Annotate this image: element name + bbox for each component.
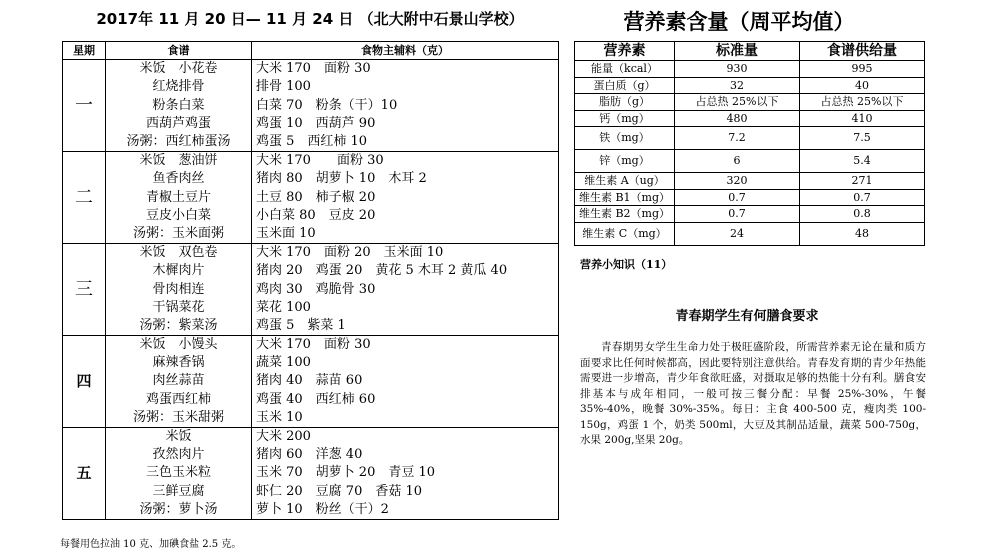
menu-row [63, 78, 559, 96]
ingredients-cell: 小白菜 80 豆皮 20 [252, 207, 559, 225]
article-title: 青春期学生有何膳食要求 [675, 309, 819, 324]
menu-row [63, 225, 559, 244]
dish-cell: 米饭 葱油饼 [106, 151, 252, 170]
dish-cell: 粉条白菜 [106, 96, 252, 114]
nutrition-row [575, 77, 925, 94]
nutrition-row [575, 189, 925, 206]
menu-row [63, 207, 559, 225]
nutrient-name-cell: 铁（mg） [575, 127, 675, 150]
menu-row [63, 335, 559, 354]
dish-cell: 木樨肉片 [106, 262, 252, 280]
ingredients-cell: 土豆 80 柿子椒 20 [252, 188, 559, 206]
ingredients-cell: 大米 200 [252, 427, 559, 446]
supply-value-cell: 0.7 [800, 189, 925, 206]
weekday-cell: 五 [63, 427, 106, 519]
menu-row [63, 96, 559, 114]
dish-cell: 汤粥：玉米甜粥 [106, 409, 252, 428]
ingredients-cell: 鸡蛋 40 西红柿 60 [252, 390, 559, 408]
nutrient-name-cell: 钙（mg） [575, 110, 675, 127]
standard-value-cell: 6 [675, 150, 800, 173]
nutrient-name-cell: 维生素 A（ug） [575, 173, 675, 190]
menu-footnote: 每餐用色拉油 10 克、加碘食盐 2.5 克。 [60, 539, 242, 550]
dish-cell: 三色玉米粒 [106, 464, 252, 482]
dish-cell: 西葫芦鸡蛋 [106, 115, 252, 133]
article-body: 青春期男女学生生命力处于极旺盛阶段，所需营养素无论在量和质方面要求比任何时候都高，因此要特别注意供给。青春发育期的青少年热能需要进一步增高，青少年食欲旺盛，对摄取足够的热能十分有利。膳食安排基本与成年相同，一般可按三餐分配：早餐 25%-30%，午餐 35%-40%，晚餐 30%-35%。每日：主食 400-500 克，瘦肉类 100-150g，鸡蛋 1 个，奶类 500ml，大豆及其制品适量，蔬菜 500-750g，水果 200g,坚果 20g。 [580, 341, 926, 446]
header-supply: 食谱供给量 [800, 42, 925, 61]
nutrition-row [575, 61, 925, 78]
dish-cell: 米饭 双色卷 [106, 243, 252, 262]
ingredients-cell: 猪肉 80 胡萝卜 10 木耳 2 [252, 170, 559, 188]
dish-cell: 汤粥：紫菜汤 [106, 317, 252, 336]
nutrient-name-cell: 能量（kcal） [575, 61, 675, 78]
ingredients-cell: 大米 170 面粉 30 [252, 151, 559, 170]
weekday-cell: 四 [63, 335, 106, 427]
ingredients-cell: 玉米 70 胡萝卜 20 青豆 10 [252, 464, 559, 482]
menu-row [63, 372, 559, 390]
nutrition-row [575, 127, 925, 150]
standard-value-cell: 320 [675, 173, 800, 190]
dish-cell: 骨肉相连 [106, 280, 252, 298]
menu-row [63, 280, 559, 298]
dish-cell: 鱼香肉丝 [106, 170, 252, 188]
supply-value-cell: 0.8 [800, 206, 925, 223]
header-ingredients: 食物主辅料（克） [252, 42, 559, 60]
nutrition-row [575, 173, 925, 190]
menu-header-row [63, 42, 559, 60]
nutrition-table [574, 41, 925, 246]
dish-cell: 汤粥：萝卜汤 [106, 501, 252, 520]
header-recipe: 食谱 [106, 42, 252, 60]
ingredients-cell: 猪肉 20 鸡蛋 20 黄花 5 木耳 2 黄瓜 40 [252, 262, 559, 280]
standard-value-cell: 0.7 [675, 206, 800, 223]
dish-cell: 米饭 小花卷 [106, 60, 252, 79]
standard-value-cell: 24 [675, 222, 800, 245]
ingredients-cell: 萝卜 10 粉丝（干）2 [252, 501, 559, 520]
ingredients-cell: 鸡蛋 5 紫菜 1 [252, 317, 559, 336]
standard-value-cell: 7.2 [675, 127, 800, 150]
supply-value-cell: 410 [800, 110, 925, 127]
menu-title: 2017年 11 月 20 日— 11 月 24 日 （北大附中石景山学校） [96, 10, 524, 28]
dish-cell: 孜然肉片 [106, 446, 252, 464]
menu-row [63, 151, 559, 170]
nutrition-row [575, 110, 925, 127]
ingredients-cell: 猪肉 60 洋葱 40 [252, 446, 559, 464]
dish-cell: 汤粥：玉米面粥 [106, 225, 252, 244]
supply-value-cell: 271 [800, 173, 925, 190]
menu-row [63, 115, 559, 133]
dish-cell: 米饭 小馒头 [106, 335, 252, 354]
dish-cell: 汤粥：西红柿蛋汤 [106, 133, 252, 152]
supply-value-cell: 40 [800, 77, 925, 94]
menu-row [63, 354, 559, 372]
menu-row [63, 170, 559, 188]
nutrition-row [575, 206, 925, 223]
nutrient-name-cell: 蛋白质（g） [575, 77, 675, 94]
menu-row [63, 482, 559, 500]
standard-value-cell: 480 [675, 110, 800, 127]
dish-cell: 豆皮小白菜 [106, 207, 252, 225]
ingredients-cell: 蔬菜 100 [252, 354, 559, 372]
dish-cell: 干锅菜花 [106, 298, 252, 316]
header-nutrient: 营养素 [575, 42, 675, 61]
standard-value-cell: 930 [675, 61, 800, 78]
ingredients-cell: 鸡蛋 10 西葫芦 90 [252, 115, 559, 133]
menu-row [63, 464, 559, 482]
nutrition-row [575, 222, 925, 245]
nutrient-name-cell: 维生素 B2（mg） [575, 206, 675, 223]
standard-value-cell: 占总热 25%以下 [675, 94, 800, 111]
nutrition-row [575, 150, 925, 173]
menu-row [63, 243, 559, 262]
menu-row [63, 60, 559, 79]
dish-cell: 青椒土豆片 [106, 188, 252, 206]
nutrient-name-cell: 锌（mg） [575, 150, 675, 173]
menu-row [63, 446, 559, 464]
dish-cell: 麻辣香锅 [106, 354, 252, 372]
nutrient-name-cell: 维生素 C（mg） [575, 222, 675, 245]
supply-value-cell: 995 [800, 61, 925, 78]
supply-value-cell: 7.5 [800, 127, 925, 150]
nutrient-name-cell: 维生素 B1（mg） [575, 189, 675, 206]
dish-cell: 米饭 [106, 427, 252, 446]
ingredients-cell: 猪肉 40 蒜苗 60 [252, 372, 559, 390]
dish-cell: 肉丝蒜苗 [106, 372, 252, 390]
ingredients-cell: 玉米面 10 [252, 225, 559, 244]
ingredients-cell: 排骨 100 [252, 78, 559, 96]
weekday-cell: 三 [63, 243, 106, 335]
menu-row [63, 262, 559, 280]
standard-value-cell: 0.7 [675, 189, 800, 206]
nutrition-row [575, 94, 925, 111]
weekday-cell: 二 [63, 151, 106, 243]
menu-row [63, 501, 559, 520]
menu-row [63, 390, 559, 408]
ingredients-cell: 大米 170 面粉 30 [252, 60, 559, 79]
menu-row [63, 188, 559, 206]
dish-cell: 鸡蛋西红柿 [106, 390, 252, 408]
menu-row [63, 298, 559, 316]
nutrition-title: 营养素含量（周平均值） [623, 10, 855, 34]
ingredients-cell: 大米 170 面粉 20 玉米面 10 [252, 243, 559, 262]
ingredients-cell: 菜花 100 [252, 298, 559, 316]
ingredients-cell: 大米 170 面粉 30 [252, 335, 559, 354]
ingredients-cell: 鸡蛋 5 西红柿 10 [252, 133, 559, 152]
knowledge-section-label: 营养小知识（11） [580, 258, 673, 271]
menu-row [63, 427, 559, 446]
dish-cell: 三鲜豆腐 [106, 482, 252, 500]
weekly-menu-table [62, 41, 559, 520]
weekday-cell: 一 [63, 60, 106, 152]
ingredients-cell: 白菜 70 粉条（干）10 [252, 96, 559, 114]
ingredients-cell: 玉米 10 [252, 409, 559, 428]
ingredients-cell: 鸡肉 30 鸡脆骨 30 [252, 280, 559, 298]
header-standard: 标准量 [675, 42, 800, 61]
menu-row [63, 317, 559, 336]
menu-row [63, 133, 559, 152]
nutrition-header-row [575, 42, 925, 61]
header-weekday: 星期 [63, 42, 106, 60]
supply-value-cell: 5.4 [800, 150, 925, 173]
ingredients-cell: 虾仁 20 豆腐 70 香菇 10 [252, 482, 559, 500]
supply-value-cell: 48 [800, 222, 925, 245]
dish-cell: 红烧排骨 [106, 78, 252, 96]
menu-row [63, 409, 559, 428]
supply-value-cell: 占总热 25%以下 [800, 94, 925, 111]
nutrient-name-cell: 脂肪（g） [575, 94, 675, 111]
standard-value-cell: 32 [675, 77, 800, 94]
